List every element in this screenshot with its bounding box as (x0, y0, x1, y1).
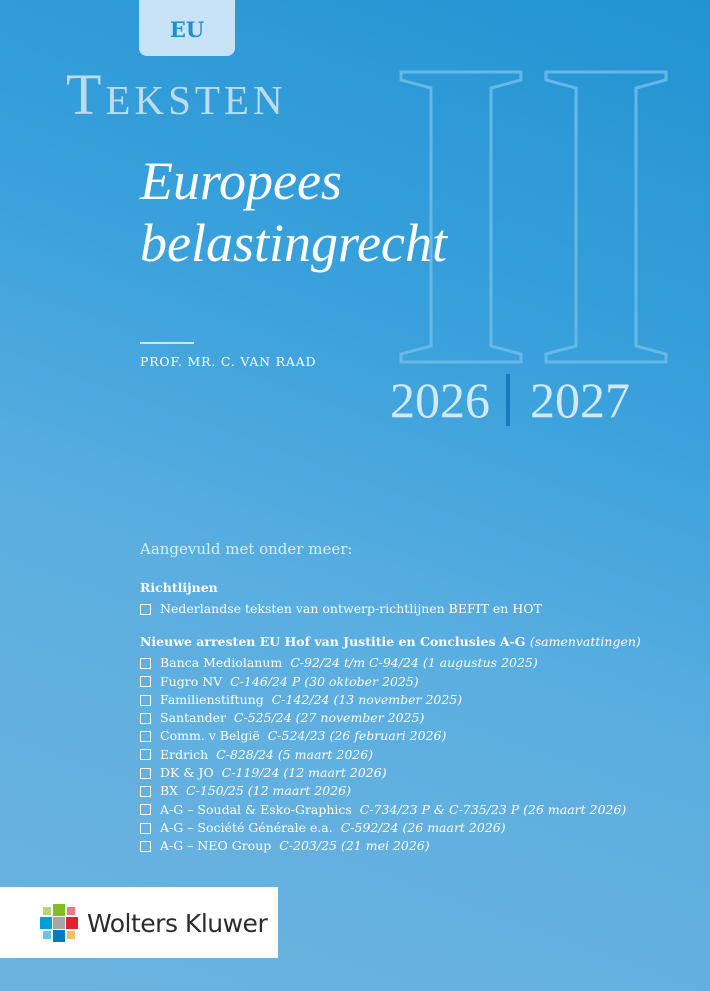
publisher-name: Wolters Kluwer (87, 909, 268, 938)
list-item (140, 654, 700, 672)
checkbox-square-icon (140, 713, 151, 724)
list-item (140, 764, 700, 782)
case-reference: C-592/24 (26 maart 2026) (340, 819, 506, 835)
case-name: Familienstiftung (160, 691, 264, 707)
series-title (66, 62, 287, 127)
case-reference: C-734/23 P & C-735/23 P (26 maart 2026) (359, 801, 627, 817)
contents-intro: Aangevuld met onder meer: (140, 540, 353, 558)
eu-tag (139, 0, 235, 56)
section-list-arresten (140, 654, 700, 855)
case-reference: C-119/24 (12 maart 2026) (221, 765, 387, 781)
case-reference: C-828/24 (5 maart 2026) (216, 746, 374, 762)
case-name: A-G – Soudal & Esko-Graphics (160, 801, 352, 817)
publisher-logo (0, 887, 278, 958)
checkbox-square-icon (140, 695, 151, 706)
list-item (140, 819, 700, 837)
case-reference: C-92/24 t/m C-94/24 (1 augustus 2025) (290, 655, 538, 671)
case-reference: C-203/25 (21 mei 2026) (279, 838, 430, 854)
case-reference: C-524/23 (26 februari 2026) (267, 728, 447, 744)
list-item (140, 691, 700, 709)
list-item (140, 709, 700, 727)
list-item (140, 727, 700, 745)
list-item (140, 673, 700, 691)
case-reference: C-146/24 P (30 oktober 2025) (230, 673, 419, 689)
author-name: PROF. MR. C. VAN RAAD (140, 354, 317, 369)
section-heading-richtlijnen (140, 580, 700, 595)
edition-years (390, 374, 630, 426)
list-item-name: Nederlandse teksten van ontwerp-richtlijnen BEFIT en HOT (160, 601, 542, 616)
book-title-line1: Europees (140, 151, 342, 211)
list-item (140, 746, 700, 764)
checkbox-square-icon (140, 676, 151, 687)
checkbox-square-icon (140, 768, 151, 779)
case-name: Erdrich (160, 746, 209, 762)
checkbox-square-icon (140, 749, 151, 760)
contents-block (140, 540, 700, 856)
checkbox-square-icon (140, 731, 151, 742)
section-heading-text: Nieuwe arresten EU Hof van Justitie en Conclusies A-G (140, 634, 526, 650)
case-reference: C-150/25 (12 maart 2026) (186, 783, 351, 799)
year-separator (506, 374, 510, 426)
year-start: 2026 (390, 372, 490, 428)
section-subheading: (samenvattingen) (529, 634, 641, 650)
section-heading-arresten (140, 634, 700, 649)
volume-numeral: II (396, 43, 409, 62)
section-list-richtlijnen (140, 600, 700, 618)
case-name: A-G – NEO Group (160, 838, 272, 854)
eu-tag-label: EU (169, 17, 205, 42)
series-title-text: Teksten (66, 62, 287, 127)
list-item (140, 801, 700, 819)
checkbox-square-icon (140, 786, 151, 797)
checkbox-square-icon (140, 841, 151, 852)
checkbox-square-icon (140, 604, 151, 615)
section-heading-text: Richtlijnen (140, 580, 218, 595)
case-reference: C-142/24 (13 november 2025) (271, 691, 463, 707)
author-divider (140, 342, 194, 344)
case-name: Comm. v België (160, 728, 260, 744)
case-reference: C-525/24 (27 november 2025) (233, 710, 425, 726)
book-title-line2: belastingrecht (140, 213, 447, 273)
case-name: DK & JO (160, 765, 214, 781)
case-name: Banca Mediolanum (160, 655, 283, 671)
case-name: Santander (160, 710, 226, 726)
checkbox-square-icon (140, 804, 151, 815)
case-name: A-G – Société Générale e.a. (160, 819, 333, 835)
book-title (140, 150, 447, 274)
wolters-kluwer-mosaic-icon (40, 904, 78, 942)
checkbox-square-icon (140, 658, 151, 669)
checkbox-square-icon (140, 823, 151, 834)
case-name: BX (160, 783, 179, 799)
list-item (140, 837, 700, 855)
list-item (140, 600, 700, 618)
case-name: Fugro NV (160, 673, 223, 689)
list-item (140, 782, 700, 800)
year-end: 2027 (530, 372, 630, 428)
